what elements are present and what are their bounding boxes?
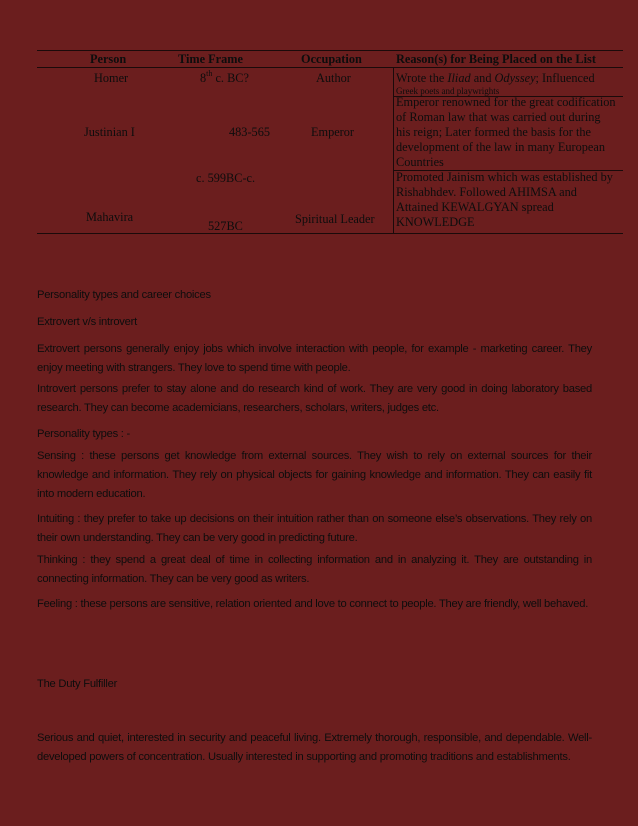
paragraph-introvert: Introvert persons prefer to stay alone and do research kind of work. They are very good in doing laboratory based research. They can become academicians, researchers, scholars, writers, judges etc.: [37, 383, 592, 414]
time-frame-cell-end: 527BC: [208, 219, 243, 233]
header-time-frame: Time Frame: [178, 52, 243, 66]
reason-cell: Emperor renowned for the great codification of Roman law that was carried out during his reign; Later formed the basis for the development of the law in many European Countries: [396, 95, 616, 169]
person-cell: Homer: [94, 71, 129, 85]
duty-fulfiller-heading: The Duty Fulfiller: [37, 678, 118, 690]
table-bottom-rule: [37, 233, 623, 234]
section-heading: Personality types and career choices: [37, 289, 211, 301]
reason-cell: Promoted Jainism which was established by Rishabhdev. Followed AHIMSA and Attained KEWALGYAN spread KNOWLEDGE: [396, 170, 613, 229]
header-reason: Reason(s) for Being Placed on the List: [396, 52, 596, 66]
occupation-cell: Emperor: [311, 125, 355, 139]
personality-types-heading: Personality types : -: [37, 428, 130, 440]
header-occupation: Occupation: [301, 52, 362, 66]
table-column-divider: [393, 67, 394, 233]
reason-note: Greek poets and playwrights: [396, 86, 500, 96]
time-frame-cell: 483-565: [229, 125, 270, 139]
paragraph-duty-fulfiller: Serious and quiet, interested in security and peaceful living. Extremely thorough, responsible, and dependable. Well-developed powers of concentration. Usually interested in supporting and promoting traditions and establishments.: [37, 732, 592, 763]
historical-figures-table: [37, 50, 623, 236]
subheading: Extrovert v/s introvert: [37, 316, 137, 328]
time-frame-cell: 8th c. BC?: [200, 69, 249, 85]
reason-cell: Wrote the Iliad and Odyssey; Influenced: [396, 71, 595, 85]
paragraph-feeling: Feeling : these persons are sensitive, relation oriented and love to connect to people. They are friendly, well behaved.: [37, 598, 589, 610]
paragraph-extrovert: Extrovert persons generally enjoy jobs which involve interaction with people, for example - marketing career. They enjoy meeting with strangers. They love to spend time with people.: [37, 343, 592, 374]
table-header-rule: [37, 67, 623, 68]
header-person: Person: [90, 52, 127, 66]
person-cell: Justinian I: [84, 125, 135, 139]
paragraph-sensing: Sensing : these persons get knowledge from external sources. They wish to rely on external sources for their knowledge and information. They rely on physical objects for gaining knowledge and information. They can easily fit into modern education.: [37, 450, 592, 500]
paragraph-intuiting: Intuiting : they prefer to take up decisions on their intuition rather than on someone else’s observations. They rely on their own understanding. They can be very good in predicting future.: [37, 513, 592, 544]
time-frame-cell: c. 599BC-c.: [196, 171, 256, 185]
paragraph-thinking: Thinking : they spend a great deal of time in collecting information and in analyzing it. They are outstanding in connecting information. They can be very good as writers.: [37, 554, 592, 585]
table-top-rule: [37, 50, 623, 51]
occupation-cell: Author: [316, 71, 351, 85]
person-cell: Mahavira: [86, 210, 134, 224]
occupation-cell: Spiritual Leader: [295, 212, 375, 226]
